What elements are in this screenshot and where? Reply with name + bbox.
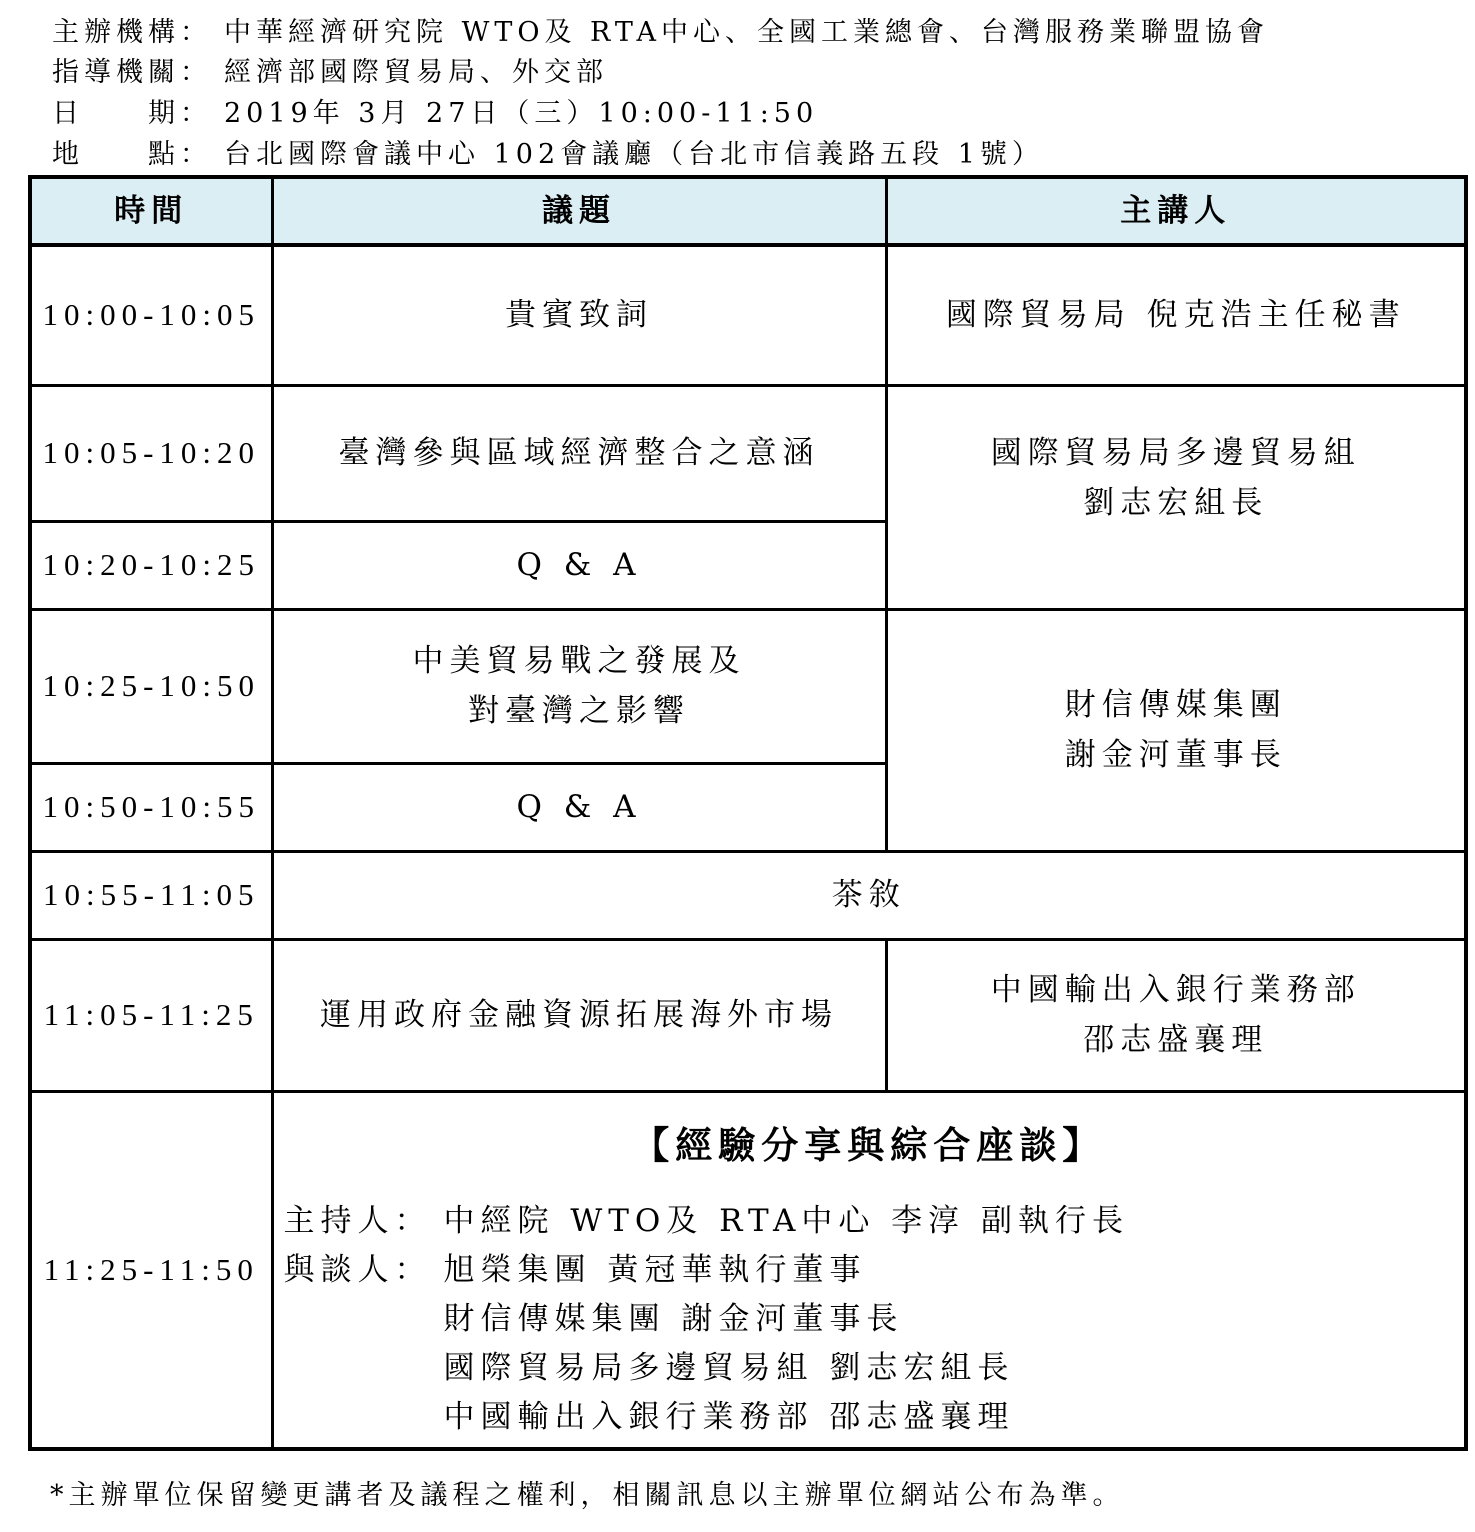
panel-cell (272, 1091, 1466, 1449)
time-cell: 10:25-10:50 (30, 609, 272, 763)
time-cell: 10:00-10:05 (30, 245, 272, 385)
table-header-row (30, 177, 1466, 245)
panelist-line (284, 1295, 1465, 1344)
panelist-line (284, 1344, 1465, 1393)
speaker-cell (886, 609, 1466, 851)
venue-value: 台北國際會議中心 102會議廳（台北市信義路五段 1號） (224, 139, 1044, 170)
header-speaker: 主講人 (886, 177, 1466, 245)
panelist: 旭榮集團 黃冠華執行董事 (443, 1251, 867, 1288)
topic-cell: 臺灣參與區域經濟整合之意涵 (272, 385, 886, 521)
header-topic: 議題 (272, 177, 886, 245)
topic-cell: 貴賓致詞 (272, 245, 886, 385)
speaker-line: 邵志盛襄理 (1083, 1022, 1269, 1058)
time-cell: 10:50-10:55 (30, 763, 272, 851)
topic-line: 中美貿易戰之發展及 (412, 643, 746, 679)
guidance-value: 經濟部國際貿易局、外交部 (224, 57, 608, 88)
topic-cell: Q & A (272, 521, 886, 609)
panel-host-line (284, 1197, 1465, 1246)
venue-line (52, 135, 1044, 175)
host-value: 中經院 WTO及 RTA中心 李淳 副執行長 (443, 1202, 1130, 1239)
table-row (30, 385, 1466, 521)
speaker-line: 財信傳媒集團 (1064, 687, 1287, 723)
panelist-line (284, 1393, 1465, 1442)
panel-participants (274, 1197, 1465, 1442)
panelist: 國際貿易局多邊貿易組 劉志宏組長 (443, 1349, 1015, 1386)
speaker-line: 中國輸出入銀行業務部 (990, 972, 1361, 1008)
panelist-line (284, 1246, 1465, 1295)
topic-line: 對臺灣之影響 (468, 693, 690, 729)
organizer-label: 主辦機構： (52, 17, 212, 48)
table-row (30, 609, 1466, 763)
speaker-line: 國際貿易局多邊貿易組 (990, 435, 1361, 471)
table-row (30, 939, 1466, 1091)
date-value: 2019年 3月 27日（三）10:00-11:50 (224, 98, 819, 129)
time-cell: 10:05-10:20 (30, 385, 272, 521)
panelist: 財信傳媒集團 謝金河董事長 (443, 1300, 904, 1337)
time-cell: 10:55-11:05 (30, 851, 272, 939)
date-label: 日 期： (52, 98, 212, 129)
venue-label: 地 點： (52, 139, 212, 170)
speaker-cell: 國際貿易局 倪克浩主任秘書 (886, 245, 1466, 385)
topic-cell (272, 609, 886, 763)
time-cell: 11:05-11:25 (30, 939, 272, 1091)
break-cell: 茶敘 (272, 851, 1466, 939)
organizer-line (52, 13, 1269, 53)
speaker-cell (886, 939, 1466, 1091)
date-line (52, 94, 818, 134)
speaker-line: 謝金河董事長 (1064, 737, 1287, 773)
speaker-cell (886, 385, 1466, 609)
panelists-label: 與談人： (283, 1251, 432, 1288)
host-label: 主持人： (283, 1202, 432, 1239)
table-row (30, 245, 1466, 385)
header-time: 時間 (30, 177, 272, 245)
panel-title: 【經驗分享與綜合座談】 (632, 1123, 1106, 1167)
guidance-line (52, 53, 608, 93)
footnote: *主辦單位保留變更講者及議程之權利，相關訊息以主辦單位網站公布為準。 (50, 1480, 1125, 1511)
time-cell: 11:25-11:50 (30, 1091, 272, 1449)
panelist: 中國輸出入銀行業務部 邵志盛襄理 (443, 1398, 1015, 1435)
table-row (30, 851, 1466, 939)
guidance-label: 指導機關： (52, 57, 212, 88)
organizer-value: 中華經濟研究院 WTO及 RTA中心、全國工業總會、台灣服務業聯盟協會 (224, 17, 1269, 48)
topic-cell: 運用政府金融資源拓展海外市場 (272, 939, 886, 1091)
agenda-table (28, 175, 1468, 1451)
time-cell: 10:20-10:25 (30, 521, 272, 609)
topic-cell: Q & A (272, 763, 886, 851)
table-row (30, 1091, 1466, 1449)
speaker-line: 劉志宏組長 (1083, 485, 1269, 521)
